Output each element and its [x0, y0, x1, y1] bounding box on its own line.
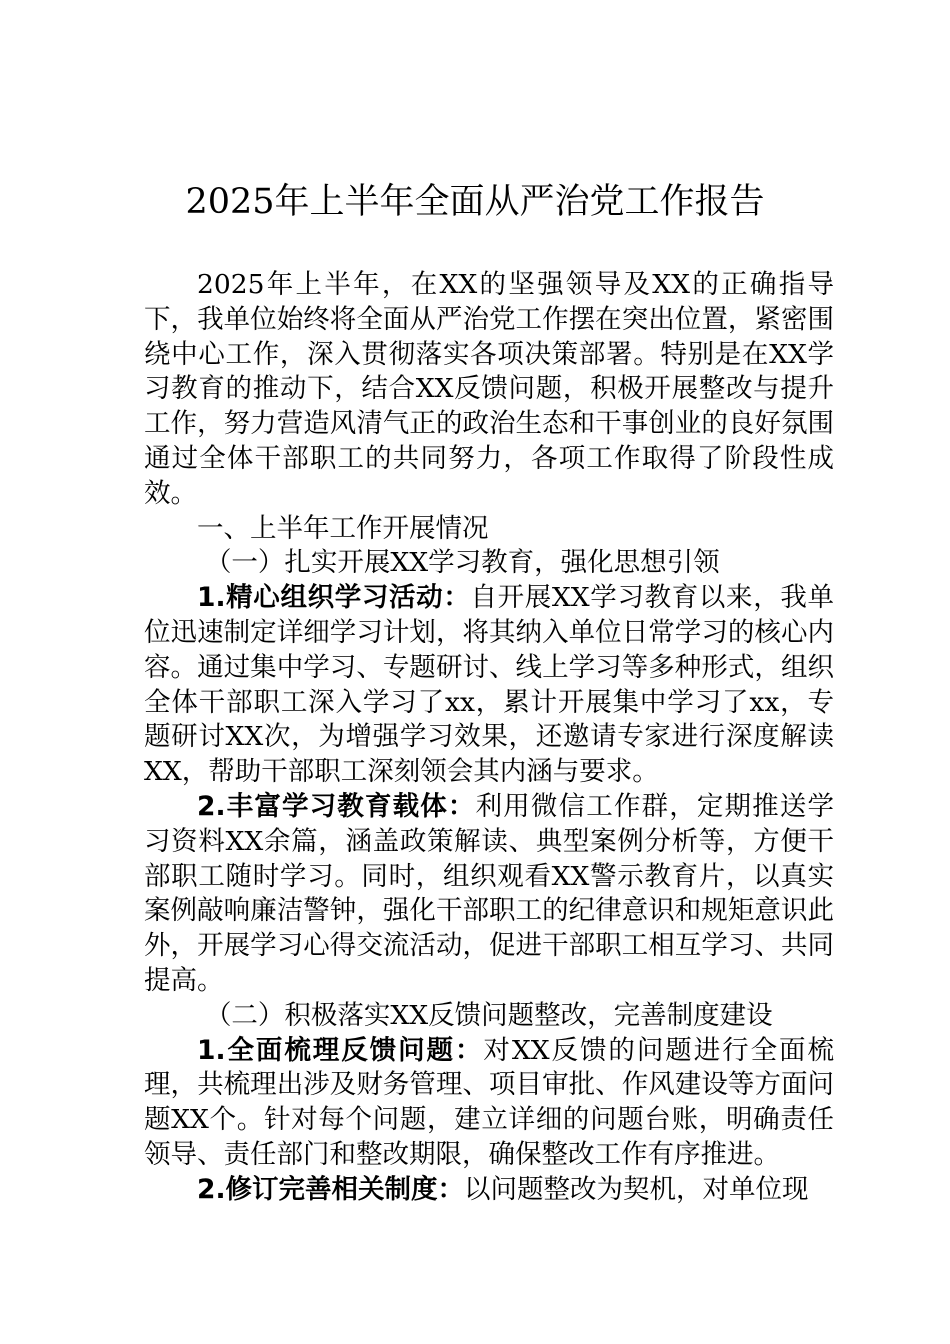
section-heading-1: 一、上半年工作开展情况 — [197, 512, 489, 544]
item-2-1-text: 对XX反馈的问题进行全面梳理，共梳理出涉及财务管理、项目审批、作风建设等方面问题XX个。针对每个问题，建立详细的问题台账，明确责任领导、责任部门和整改期限，确保整改工作有序推进。 — [144, 1034, 834, 1170]
item-2-2-text: 以问题整改为契机，对单位现 — [464, 1173, 809, 1205]
intro-paragraph: 2025年上半年，在XX的坚强领导及XX的正确指导下，我单位始终将全面从严治党工作摆在突出位置，紧密围绕中心工作，深入贯彻落实各项决策部署。特别是在XX学习教育的推动下，结合XX反馈问题，积极开展整改与提升工作，努力营造风清气正的政治生态和干事创业的良好氛围通过全体干部职工的共同努力，各项工作取得了阶段性成效。 — [144, 269, 834, 509]
subsection-heading-2: （二）积极落实XX反馈问题整改，完善制度建设 — [204, 999, 773, 1031]
item-1-1-text: 自开展XX学习教育以来，我单位迅速制定详细学习计划，将其纳入单位日常学习的核心内容。通过集中学习、专题研讨、线上学习等多种形式，组织全体干部职工深入学习了xx，累计开展集中学习了xx，专题研讨XX次，为增强学习效果，还邀请专家进行深度解读XX，帮助干部职工深刻领会其内涵与要求。 — [144, 582, 834, 788]
document-title: 2025年上半年全面从严治党工作报告 — [185, 182, 765, 222]
item-1-2-text: 利用微信工作群，定期推送学习资料XX余篇，涵盖政策解读、典型案例分析等，方便干部职工随时学习。同时，组织观看XX警示教育片，以真实案例敲响廉洁警钟，强化干部职工的纪律意识和规矩意识此外，开展学习心得交流活动，促进干部职工相互学习、共同提高。 — [144, 790, 834, 996]
item-2-2-lead: 2.修订完善相关制度： — [197, 1173, 465, 1205]
item-2-1-lead: 1.全面梳理反馈问题： — [197, 1034, 484, 1066]
item-1-1-paragraph — [144, 581, 834, 790]
item-1-2-lead: 2.丰富学习教育载体： — [197, 790, 476, 822]
item-1-1-lead: 1.精心组织学习活动： — [197, 582, 471, 614]
document-body — [144, 268, 834, 1208]
item-1-2-paragraph — [144, 790, 834, 999]
item-2-2-paragraph — [144, 1173, 834, 1208]
subsection-heading-1: （一）扎实开展XX学习教育，强化思想引领 — [204, 547, 720, 579]
item-2-1-paragraph — [144, 1034, 834, 1173]
